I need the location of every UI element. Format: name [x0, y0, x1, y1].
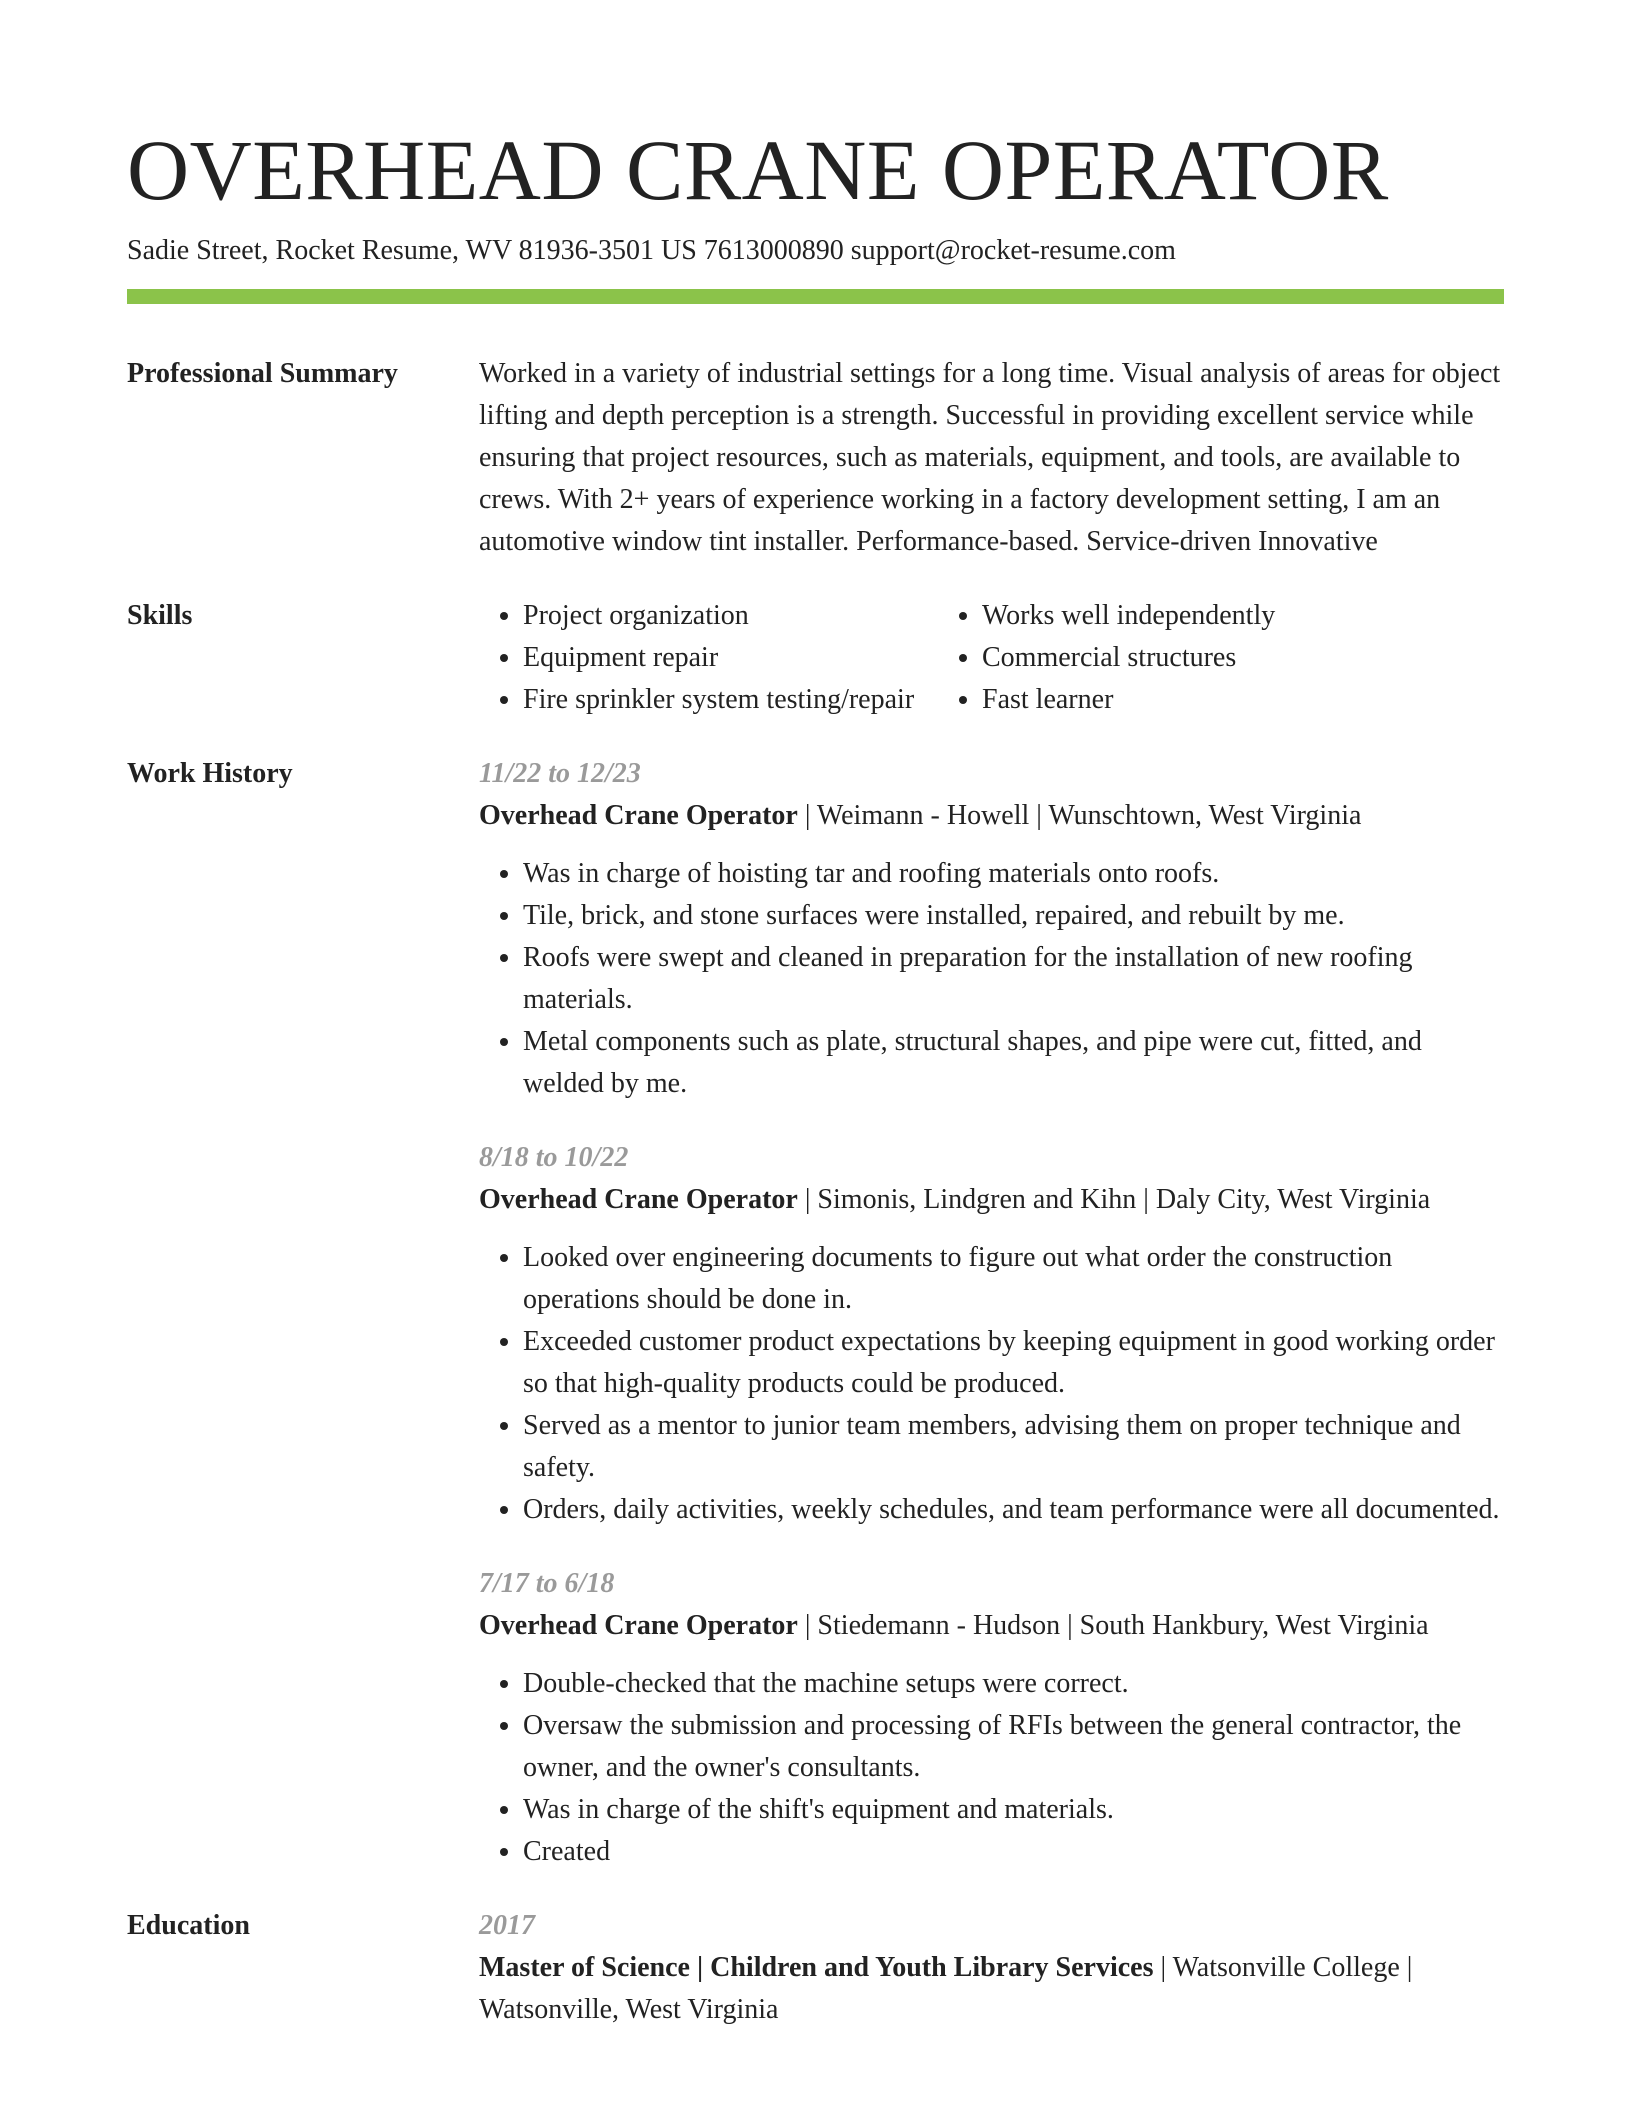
job-bullets	[479, 1237, 1504, 1531]
skills-section	[127, 595, 1504, 721]
skill-item: • Works well independently	[982, 595, 1504, 637]
job-bullet: • Double-checked that the machine setups were correct.	[523, 1663, 1504, 1705]
education-header	[479, 1947, 1504, 2031]
job-title: Overhead Crane Operator	[479, 1610, 798, 1641]
job-bullet: • Was in charge of the shift's equipment and materials.	[523, 1789, 1504, 1831]
school-details: | Watsonville College | Watsonville, West Virginia	[479, 1952, 1413, 2025]
job-dates: 8/18 to 10/22	[479, 1142, 629, 1173]
education-year: 2017	[479, 1910, 535, 1941]
summary-text: Worked in a variety of industrial settings for a long time. Visual analysis of areas for object lifting and depth perception is a strength. Successful in providing excellent service while ensuring that project resources, such as materials, equipment, and tools, are available to crews. With 2+ years of experience working in a factory development setting, I am an automotive window tint installer. Performance-based. Service-driven Innovative	[479, 358, 1501, 557]
job-header	[479, 1179, 1504, 1221]
job-header	[479, 1605, 1504, 1647]
accent-divider	[127, 289, 1504, 304]
section-label-skills: Skills	[127, 600, 193, 631]
work-history-section	[127, 753, 1504, 1905]
section-label-education: Education	[127, 1910, 250, 1941]
job-bullet: • Tile, brick, and stone surfaces were installed, repaired, and rebuilt by me.	[523, 895, 1504, 937]
job-bullet: • Created	[523, 1831, 1504, 1873]
education-section	[127, 1905, 1504, 2031]
section-label-work: Work History	[127, 758, 293, 789]
skill-item: • Fast learner	[982, 679, 1504, 721]
skill-item: • Commercial structures	[982, 637, 1504, 679]
job-bullets	[479, 1663, 1504, 1873]
skill-item: • Equipment repair	[523, 637, 938, 679]
skills-list	[479, 595, 1504, 721]
skills-column-1	[479, 595, 938, 721]
section-label-summary: Professional Summary	[127, 358, 398, 389]
skill-item: • Project organization	[523, 595, 938, 637]
job-dates: 7/17 to 6/18	[479, 1568, 615, 1599]
job-title: Overhead Crane Operator	[479, 1184, 798, 1215]
skill-item: • Fire sprinkler system testing/repair	[523, 679, 938, 721]
job-header	[479, 795, 1504, 837]
skills-column-2	[938, 595, 1504, 721]
job-bullet: • Roofs were swept and cleaned in preparation for the installation of new roofing materials.	[523, 937, 1504, 1021]
job-entry	[479, 1137, 1504, 1531]
job-bullet: • Orders, daily activities, weekly schedules, and team performance were all documented.	[523, 1489, 1504, 1531]
job-details: | Simonis, Lindgren and Kihn | Daly City, West Virginia	[797, 1184, 1431, 1215]
job-bullet: • Looked over engineering documents to figure out what order the construction operations should be done in.	[523, 1237, 1504, 1321]
resume-page	[127, 0, 1504, 2031]
job-bullet: • Served as a mentor to junior team members, advising them on proper technique and safety.	[523, 1405, 1504, 1489]
job-bullet: • Oversaw the submission and processing of RFIs between the general contractor, the owner, and the owner's consultants.	[523, 1705, 1504, 1789]
job-details: | Stiedemann - Hudson | South Hankbury, West Virginia	[797, 1610, 1429, 1641]
job-title: Overhead Crane Operator	[479, 800, 798, 831]
job-details: | Weimann - Howell | Wunschtown, West Virginia	[797, 800, 1362, 831]
degree-title: Master of Science | Children and Youth Library Services	[479, 1952, 1154, 1983]
job-bullet: • Metal components such as plate, structural shapes, and pipe were cut, fitted, and welded by me.	[523, 1021, 1504, 1105]
job-bullet: • Exceeded customer product expectations by keeping equipment in good working order so that high-quality products could be produced.	[523, 1321, 1504, 1405]
job-entry	[479, 1563, 1504, 1873]
resume-title: OVERHEAD CRANE OPERATOR	[127, 122, 1389, 218]
job-entry	[479, 753, 1504, 1105]
summary-section	[127, 353, 1504, 563]
job-bullet: • Was in charge of hoisting tar and roofing materials onto roofs.	[523, 853, 1504, 895]
contact-line: Sadie Street, Rocket Resume, WV 81936-3501 US 7613000890 support@rocket-resume.com	[127, 235, 1176, 266]
job-dates: 11/22 to 12/23	[479, 758, 641, 789]
job-bullets	[479, 853, 1504, 1105]
